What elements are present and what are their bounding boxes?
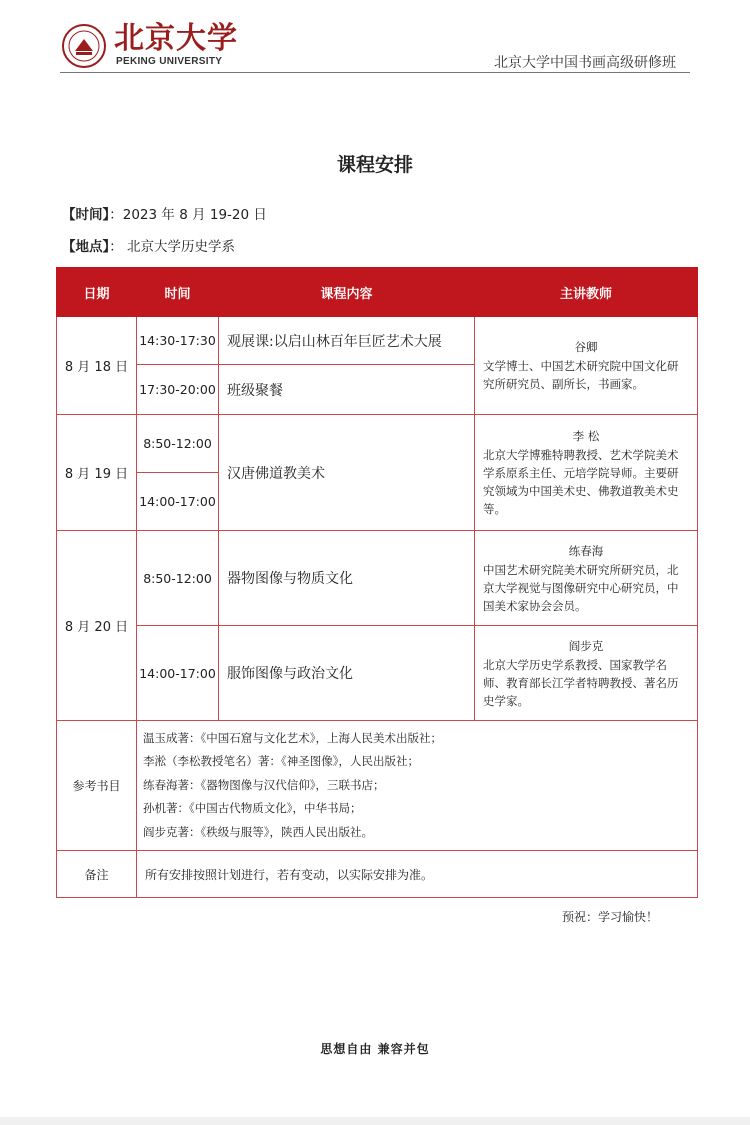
teacher-cell bbox=[475, 626, 698, 721]
references-cell bbox=[137, 721, 698, 851]
table-row bbox=[57, 317, 698, 365]
table-row bbox=[57, 626, 698, 721]
notes-cell: 所有安排按照计划进行，若有变动，以实际安排为准。 bbox=[137, 851, 698, 898]
schedule-table bbox=[56, 267, 698, 898]
time-label: 【时间】 bbox=[62, 207, 110, 223]
time-cell: 14:30-17:30 bbox=[137, 317, 219, 365]
program-title: 北京大学中国书画高级研修班 bbox=[494, 55, 676, 71]
teacher-name: 阎步克 bbox=[568, 638, 604, 653]
header-time: 时间 bbox=[137, 268, 219, 317]
table-row bbox=[57, 415, 698, 473]
header-course: 课程内容 bbox=[219, 268, 475, 317]
time-cell: 17:30-20:00 bbox=[137, 365, 219, 415]
place-label: 【地点】 bbox=[62, 239, 110, 255]
teacher-name: 谷卿 bbox=[574, 340, 598, 354]
teacher-name: 李 松 bbox=[572, 429, 600, 443]
header-teacher: 主讲教师 bbox=[475, 268, 698, 317]
date-cell: 8 月 20 日 bbox=[57, 531, 137, 721]
meta-time bbox=[62, 203, 267, 223]
time-cell: 14:00-17:00 bbox=[137, 626, 219, 721]
teacher-bio: 中国艺术研究院美术研究所研究员，北京大学视觉与图像研究中心研究员，中国美术家协会会员。 bbox=[483, 562, 679, 613]
reference-item: 温玉成著：《中国石窟与文化艺术》，上海人民美术出版社； bbox=[143, 730, 442, 745]
university-seal-icon bbox=[62, 24, 106, 68]
references-label: 参考书目 bbox=[57, 721, 137, 851]
table-row bbox=[57, 531, 698, 626]
reference-item: 练春海著：《器物图像与汉代信仰》，三联书店； bbox=[143, 777, 385, 792]
date-cell: 8 月 19 日 bbox=[57, 415, 137, 531]
course-cell: 班级聚餐 bbox=[219, 365, 475, 415]
teacher-cell bbox=[475, 531, 698, 626]
teacher-bio: 文学博士、中国艺术研究院中国文化研究所研究员、副所长，书画家。 bbox=[483, 359, 679, 391]
meta-place bbox=[62, 235, 235, 255]
header-divider bbox=[60, 72, 690, 73]
table-row bbox=[57, 851, 698, 898]
table-row bbox=[57, 721, 698, 851]
time-cell: 8:50-12:00 bbox=[137, 415, 219, 473]
time-cell: 8:50-12:00 bbox=[137, 531, 219, 626]
time-value: ：2023 年 8 月 19-20 日 bbox=[109, 207, 267, 223]
page-title: 课程安排 bbox=[336, 154, 413, 176]
course-cell: 汉唐佛道教美术 bbox=[219, 415, 475, 531]
teacher-name: 练春海 bbox=[568, 543, 604, 558]
course-cell: 观展课:以启山林百年巨匠艺术大展 bbox=[219, 317, 475, 365]
reference-item: 阎步克著：《秩级与服等》，陕西人民出版社。 bbox=[143, 824, 373, 839]
university-motto: 思想自由 兼容并包 bbox=[320, 1042, 430, 1056]
date-cell: 8 月 18 日 bbox=[57, 317, 137, 415]
course-cell: 服饰图像与政治文化 bbox=[219, 626, 475, 721]
logo-english-name: PEKING UNIVERSITY bbox=[116, 56, 223, 67]
reference-item: 李淞（李松教授笔名）著：《神圣图像》，人民出版社； bbox=[143, 754, 419, 769]
course-cell: 器物图像与物质文化 bbox=[219, 531, 475, 626]
page-bottom-edge bbox=[0, 1117, 750, 1125]
closing-wish: 预祝：学习愉快！ bbox=[561, 910, 658, 924]
teacher-bio: 北京大学历史学系教授、国家教学名师、教育部长江学者特聘教授、著名历史学家。 bbox=[483, 657, 679, 708]
teacher-cell bbox=[475, 317, 698, 415]
teacher-cell bbox=[475, 415, 698, 531]
page-header bbox=[60, 22, 690, 74]
time-cell: 14:00-17:00 bbox=[137, 473, 219, 531]
teacher-bio: 北京大学博雅特聘教授、艺术学院美术学系原系主任、元培学院导师。主要研究领域为中国美术史、佛教道教美术史等。 bbox=[483, 448, 679, 516]
place-value: ： 北京大学历史学系 bbox=[109, 239, 236, 255]
header-date: 日期 bbox=[57, 268, 137, 317]
logo-chinese-name: 北京大学 bbox=[114, 21, 238, 56]
table-header-row bbox=[57, 268, 698, 317]
notes-label: 备注 bbox=[57, 851, 137, 898]
reference-item: 孙机著：《中国古代物质文化》，中华书局； bbox=[143, 801, 362, 816]
